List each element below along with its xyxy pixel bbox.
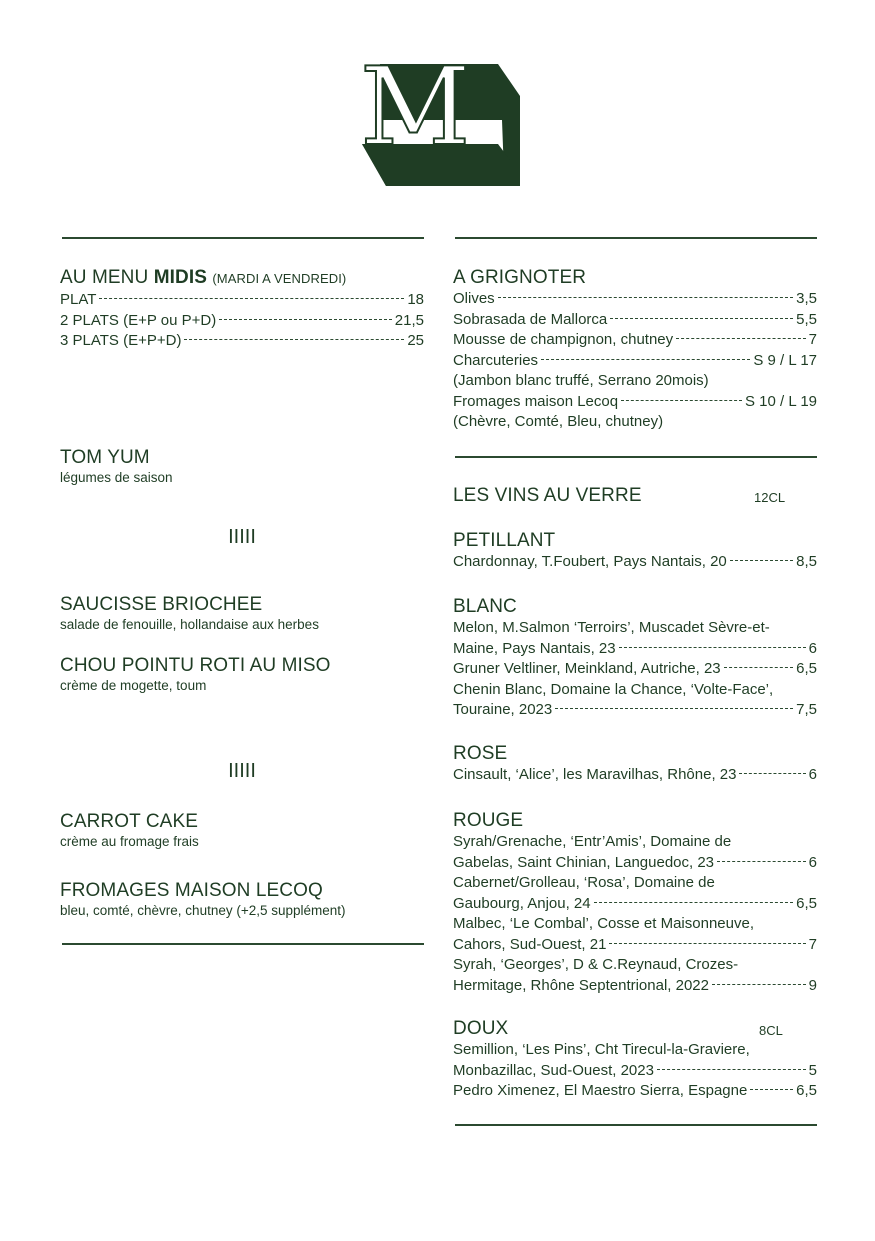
dish-desc: bleu, comté, chèvre, chutney (+2,5 supplément) [60,903,346,918]
wine-line: Melon, M.Salmon ‘Terroirs’, Muscadet Sèvre-et- [453,619,770,636]
grignoter-section [453,267,817,433]
vins-header [453,485,817,507]
dish-desc: crème de mogette, toum [60,678,207,693]
wine-section-doux [453,1018,817,1102]
menu-midi-title: AU MENU MIDIS (MARDI A VENDREDI) [60,267,347,288]
wine-line: Hermitage, Rhône Septentrional, 2022 9 [453,976,817,994]
vins-title: LES VINS AU VERRE [453,485,642,506]
snack-line: Sobrasada de Mallorca 5,5 [453,310,817,328]
wine-section-rouge [453,810,817,996]
dish-fromages [60,880,424,920]
wine-section-petillant [453,530,817,573]
wine-section-rose [453,743,817,786]
dish-name: CHOU POINTU ROTI AU MISO [60,655,331,676]
wine-line: Chardonnay, T.Foubert, Pays Nantais, 20 8,5 [453,553,817,570]
snack-line: Charcuteries S 9 / L 17 [453,351,817,369]
wine-section-blanc [453,596,817,721]
menu-line: PLAT 18 [60,291,424,308]
wine-section-title: DOUX [453,1018,509,1039]
dish-saucisse [60,594,424,634]
wine-line: Syrah/Grenache, ‘Entr’Amis’, Domaine de [453,833,732,850]
wine-line: Gaubourg, Anjou, 24 6,5 [453,894,817,912]
course-separator: IIIII [228,760,256,782]
wine-line: Monbazillac, Sud-Ouest, 2023 5 [453,1061,817,1079]
snack-line: Olives 3,5 [453,290,817,307]
dish-desc: crème au fromage frais [60,834,199,849]
menu-midi-section [60,267,424,352]
wine-line: Maine, Pays Nantais, 23 6 [453,639,817,657]
wine-line: Syrah, ‘Georges’, D & C.Reynaud, Crozes- [453,956,739,973]
wine-section-title: ROSE [453,743,508,764]
snack-note: (Jambon blanc truffé, Serrano 20mois) [453,372,709,389]
dish-chou [60,655,424,695]
logo-letter: M [360,60,471,170]
divider [455,237,817,239]
snack-line: Fromages maison Lecoq S 10 / L 19 [453,392,817,410]
snack-line: Mousse de champignon, chutney 7 [453,331,817,348]
vins-size: 12CL [754,490,786,505]
wine-section-title: ROUGE [453,810,524,831]
dish-name: TOM YUM [60,447,150,468]
snack-note: (Chèvre, Comté, Bleu, chutney) [453,413,664,430]
wine-line: Semillion, ‘Les Pins’, Cht Tirecul-la-Graviere, [453,1041,750,1058]
dish-name: SAUCISSE BRIOCHEE [60,594,263,615]
wine-line: Gabelas, Saint Chinian, Languedoc, 23 6 [453,853,817,871]
course-separator: IIIII [228,526,256,548]
wine-line: Pedro Ximenez, El Maestro Sierra, Espagne 6,5 [453,1082,817,1099]
wine-line: Gruner Veltliner, Meinkland, Autriche, 23 6,5 [453,660,817,677]
divider [455,456,817,458]
restaurant-logo [360,60,522,190]
dish-desc: légumes de saison [60,470,173,485]
divider [62,237,424,239]
divider [62,943,424,945]
wine-line: Malbec, ‘Le Combal’, Cosse et Maisonneuve, [453,915,754,932]
wine-line: Cahors, Sud-Ouest, 21 7 [453,935,817,953]
wine-line: Cabernet/Grolleau, ‘Rosa’, Domaine de [453,874,715,891]
wine-line: Chenin Blanc, Domaine la Chance, ‘Volte-Face’, [453,680,774,698]
grignoter-title: A GRIGNOTER [453,267,587,288]
divider [455,1124,817,1126]
dish-name: CARROT CAKE [60,811,198,832]
menu-line: 3 PLATS (E+P+D) 25 [60,332,424,349]
dish-tom-yum [60,447,424,487]
dish-name: FROMAGES MAISON LECOQ [60,880,323,901]
dish-desc: salade de fenouille, hollandaise aux herbes [60,617,319,632]
wine-line: Cinsault, ‘Alice’, les Maravilhas, Rhône, 23 6 [453,766,817,783]
wine-section-title: PETILLANT [453,530,556,551]
doux-size: 8CL [759,1023,783,1038]
dish-carrot-cake [60,811,424,851]
wine-line: Touraine, 2023 7,5 [453,701,817,718]
wine-section-title: BLANC [453,596,517,617]
menu-line: 2 PLATS (E+P ou P+D) 21,5 [60,311,424,329]
